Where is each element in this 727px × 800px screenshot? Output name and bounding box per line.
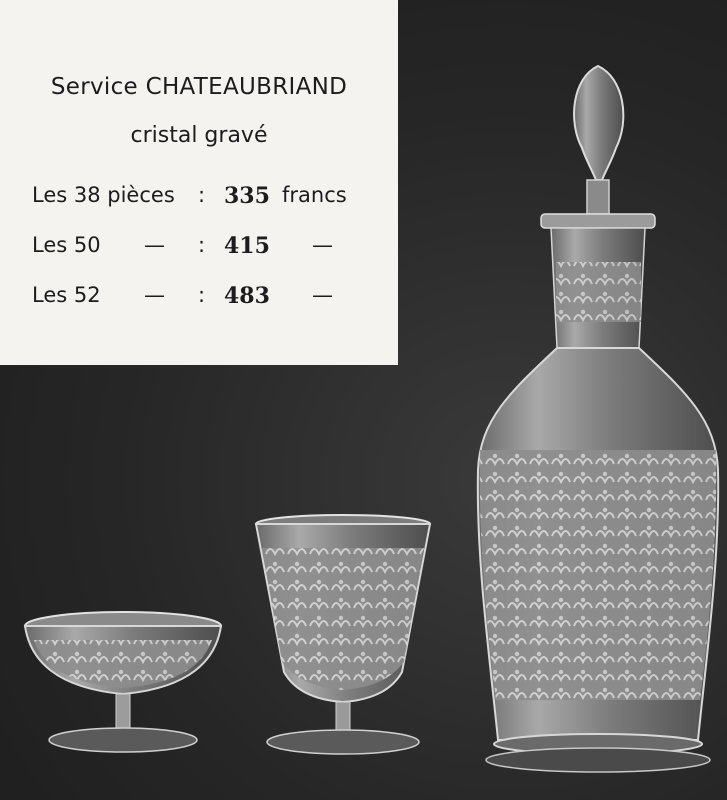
row-label: Les 38 pièces [32, 183, 175, 207]
row-label: Les 50 [32, 233, 101, 257]
service-name: CHATEAUBRIAND [145, 74, 348, 100]
price-row [32, 283, 372, 313]
row-separator: : [198, 283, 206, 307]
row-separator: : [198, 183, 206, 207]
service-subtitle: cristal gravé [130, 123, 268, 148]
price-row [32, 183, 372, 213]
row-unit: — [312, 283, 333, 307]
wine-glass [256, 515, 430, 754]
row-separator: : [198, 233, 206, 257]
row-dash: — [144, 283, 165, 307]
row-price: 335 [224, 183, 270, 209]
price-row [32, 233, 372, 263]
service-title [0, 74, 398, 100]
caption-box [0, 0, 398, 365]
title-prefix: Service [50, 74, 138, 100]
row-label: Les 52 [32, 283, 101, 307]
row-dash: — [144, 233, 165, 257]
stopper [574, 66, 623, 180]
row-price: 415 [224, 233, 270, 259]
row-unit: francs [282, 183, 347, 207]
row-unit: — [312, 233, 333, 257]
coupe-glass [25, 612, 221, 752]
decanter [478, 66, 718, 772]
row-price: 483 [224, 283, 270, 309]
